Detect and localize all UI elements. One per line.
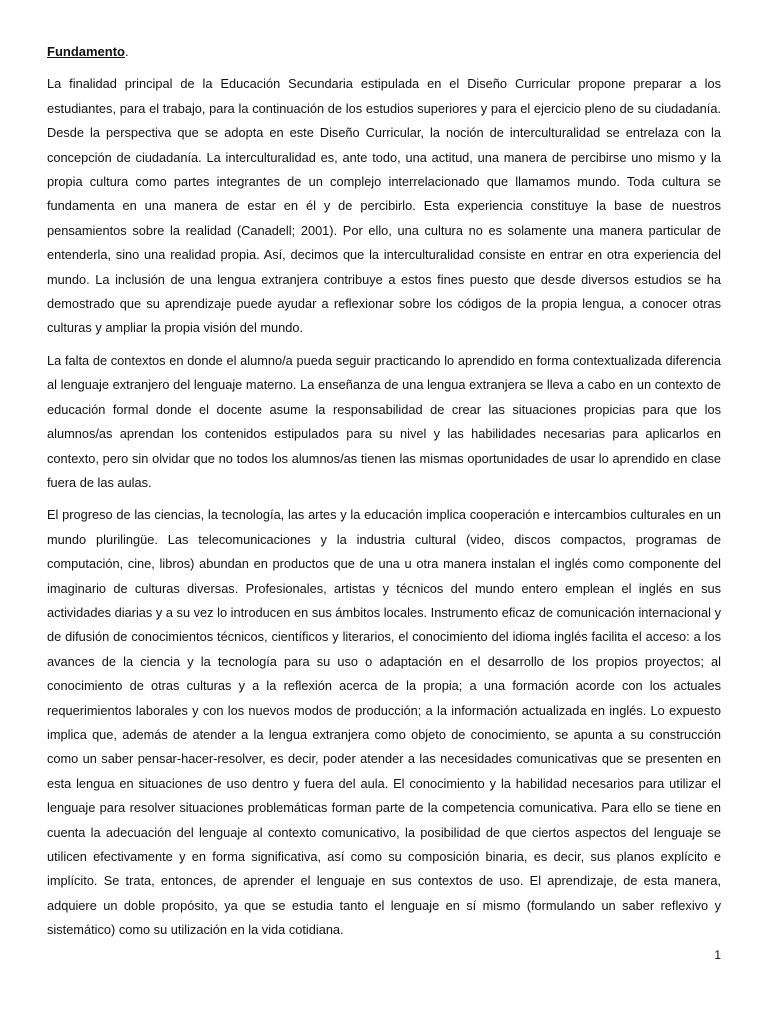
section-title: Fundamento xyxy=(47,44,125,59)
paragraph-1: La finalidad principal de la Educación Secundaria estipulada en el Diseño Curricular propone preparar a los estudiantes, para el trabajo, para la continuación de los estudios superiores y para el ejercicio pleno de su ciudadanía. Desde la perspectiva que se adopta en este Diseño Curricular, la noción de interculturalidad se entrelaza con la concepción de ciudadanía. La interculturalidad es, ante todo, una actitud, una manera de percibirse uno mismo y la propia cultura como partes integrantes de un complejo interrelacionado que llamamos mundo. Toda cultura se fundamenta en una manera de estar en él y de percibirlo. Esta experiencia constituye la base de nuestros pensamientos sobre la realidad (Canadell; 2001). Por ello, una cultura no es solamente una manera particular de entenderla, sino una realidad propia. Así, decimos que la interculturalidad consiste en entrar en otra experiencia del mundo. La inclusión de una lengua extranjera contribuye a estos fines puesto que desde diversos estudios se ha demostrado que su aprendizaje puede ayudar a reflexionar sobre los códigos de la propia lengua, a conocer otras culturas y ampliar la propia visión del mundo. xyxy=(47,76,721,336)
section-heading xyxy=(47,40,721,64)
page-number: 1 xyxy=(714,948,721,962)
section-title-punctuation: . xyxy=(125,44,129,59)
paragraph-3: El progreso de las ciencias, la tecnología, las artes y la educación implica cooperación e intercambios culturales en un mundo plurilingüe. Las telecomunicaciones y la industria cultural (video, discos compactos, programas de computación, cine, libros) abundan en productos que de una u otra manera instalan el inglés como componente del imaginario de culturas diversas. Profesionales, artistas y técnicos del mundo entero emplean el inglés en sus actividades diarias y a su vez lo introducen en sus ámbitos locales. Instrumento eficaz de comunicación internacional y de difusión de conocimientos técnicos, científicos y literarios, el conocimiento del idioma inglés facilita el acceso: a los avances de la ciencia y la tecnología para su uso o adaptación en el desarrollo de los propios proyectos; al conocimiento de otras culturas y a la reflexión acerca de la propia; a una formación acorde con los actuales requerimientos laborales y con los nuevos modos de producción; a la información actualizada en inglés. Lo expuesto implica que, además de atender a la lengua extranjera como objeto de conocimiento, se apunta a su construcción como un saber pensar-hacer-resolver, es decir, poder atender a las necesidades comunicativas que se presenten en esta lengua en situaciones de uso dentro y fuera del aula. El conocimiento y la habilidad necesarios para utilizar el lenguaje para resolver situaciones problemáticas forman parte de la competencia comunicativa. Para ello se tiene en cuenta la adecuación del lenguaje al contexto comunicativo, la posibilidad de que ciertos aspectos del lenguaje se utilicen efectivamente y en forma significativa, así como su composición binaria, es decir, sus planos explícito e implícito. Se trata, entonces, de aprender el lenguaje en sus contextos de uso. El aprendizaje, de esta manera, adquiere un doble propósito, ya que se estudia tanto el lenguaje en sí mismo (formulando un saber reflexivo y sistemático) como su utilización en la vida cotidiana. xyxy=(47,507,721,938)
paragraph-2: La falta de contextos en donde el alumno/a pueda seguir practicando lo aprendido en forma contextualizada diferencia al lenguaje extranjero del lenguaje materno. La enseñanza de una lengua extranjera se lleva a cabo en un contexto de educación formal donde el docente asume la responsabilidad de crear las situaciones propicias para que los alumnos/as aprendan los contenidos estipulados para su nivel y las habilidades necesarias para aplicarlos en contexto, pero sin olvidar que no todos los alumnos/as tienen las mismas oportunidades de usar lo aprendido en clase fuera de las aulas. xyxy=(47,352,721,490)
